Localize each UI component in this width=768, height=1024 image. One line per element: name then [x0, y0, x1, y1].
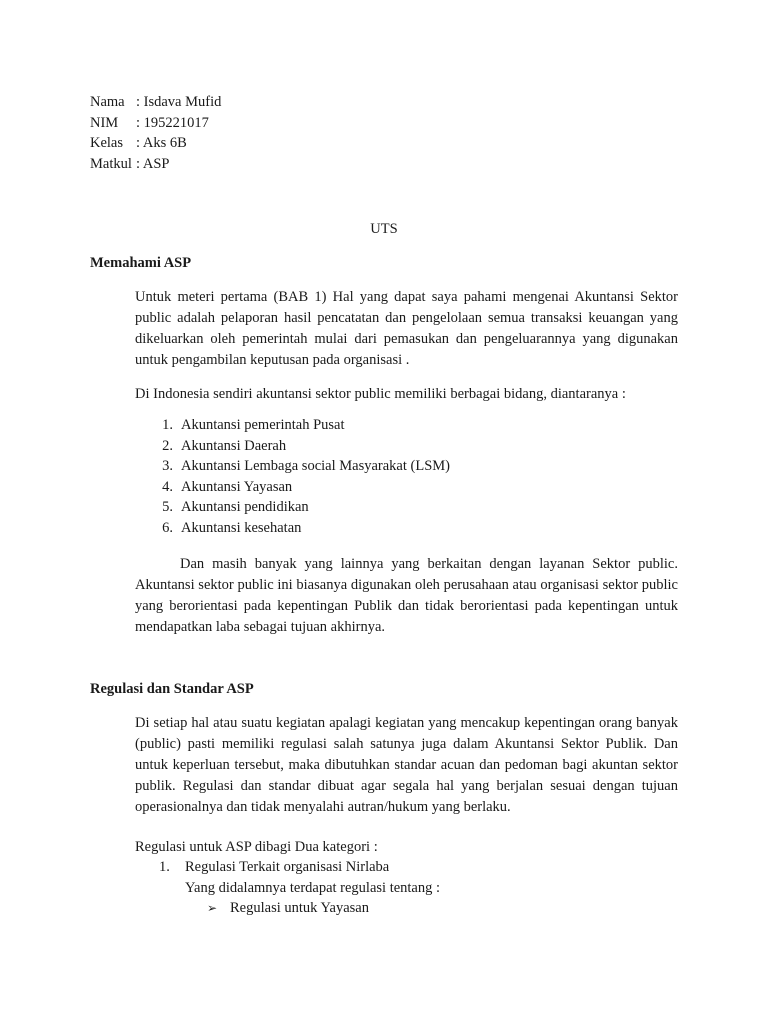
list-number: 1.	[159, 859, 170, 875]
list-number: 3.	[162, 458, 173, 474]
list-item	[135, 518, 450, 539]
regulation-bullet-item	[207, 898, 369, 918]
list-text: Akuntansi kesehatan	[181, 519, 302, 536]
info-value: : ASP	[136, 155, 170, 172]
section-heading-memahami-asp: Memahami ASP	[90, 255, 192, 271]
info-key: Matkul	[90, 155, 132, 172]
paragraph-public-sector-orientation: Dan masih banyak yang lainnya yang berkaitan dengan layanan Sektor public. Akuntansi sektor public ini biasanya digunakan oleh perusahaan atau organisasi sektor public yang berorientasi pada kepentingan Publik dan tidak berorientasi pada kepentingan untuk mendapatkan laba sebagai tujuan akhirnya.	[135, 556, 678, 635]
regulation-category-description: Yang didalamnya terdapat regulasi tentang :	[185, 880, 441, 896]
arrow-bullet-icon: ➢	[207, 901, 218, 915]
list-text: Akuntansi Lembaga social Masyarakat (LSM)	[181, 458, 450, 474]
info-row-kelas	[90, 133, 221, 154]
list-item	[135, 415, 450, 436]
info-value: : Isdava Mufid	[136, 94, 222, 110]
list-text: Regulasi Terkait organisasi Nirlaba	[185, 859, 390, 875]
paragraph-definition: Untuk meteri pertama (BAB 1) Hal yang dapat saya pahami mengenai Akuntansi Sektor public adalah pelaporan hasil pencatatan dan pengelolaan semua transaksi keuangan yang dikeluarkan oleh pemerintah mulai dari pemasukan dan pengeluarannya yang digunakan untuk pengambilan keputusan pada organisasi .	[135, 289, 678, 368]
list-text: Akuntansi pemerintah Pusat	[181, 417, 345, 433]
list-text: Akuntansi Daerah	[181, 437, 287, 454]
student-info-block	[90, 92, 221, 174]
list-item	[135, 477, 450, 498]
list-number: 5.	[162, 499, 173, 515]
paragraph-regulation-categories: Regulasi untuk ASP dibagi Dua kategori :	[135, 839, 378, 855]
info-value: : Aks 6B	[136, 135, 187, 151]
list-text: Akuntansi pendidikan	[181, 499, 309, 515]
paragraph-intro-list: Di Indonesia sendiri akuntansi sektor public memiliki berbagai bidang, diantaranya :	[135, 386, 626, 402]
list-text: Akuntansi Yayasan	[181, 478, 293, 495]
info-key: NIM	[90, 114, 119, 131]
paragraph-regulation: Di setiap hal atau suatu kegiatan apalagi kegiatan yang mencakup kepentingan orang banyak (public) pasti memiliki regulasi salah satunya juga dalam Akuntansi Sektor Publik. Dan untuk keperluan tersebut, maka dibutuhkan standar acuan dan pedoman bagi akuntan sektor publik. Regulasi dan standar dibuat agar segala hal yang berjalan sesuai dengan tujuan operasionalnya dan tidak menyalahi autran/hukum yang berlaku.	[135, 715, 678, 815]
list-item	[135, 436, 450, 457]
regulation-category-item	[159, 857, 389, 877]
list-number: 6.	[162, 519, 173, 536]
accounting-fields-list	[135, 415, 450, 538]
section-heading-regulasi: Regulasi dan Standar ASP	[90, 681, 254, 697]
list-item	[135, 497, 450, 518]
list-number: 2.	[162, 437, 173, 454]
document-title: UTS	[370, 221, 398, 237]
bullet-text: Regulasi untuk Yayasan	[230, 900, 369, 916]
list-item	[135, 456, 450, 477]
list-number: 4.	[162, 478, 173, 495]
info-key: Nama	[90, 94, 125, 110]
info-row-nim	[90, 113, 221, 134]
info-value: : 195221017	[136, 114, 209, 131]
info-row-nama	[90, 92, 221, 113]
info-key: Kelas	[90, 135, 124, 151]
list-number: 1.	[162, 417, 173, 433]
info-row-matkul	[90, 154, 221, 175]
